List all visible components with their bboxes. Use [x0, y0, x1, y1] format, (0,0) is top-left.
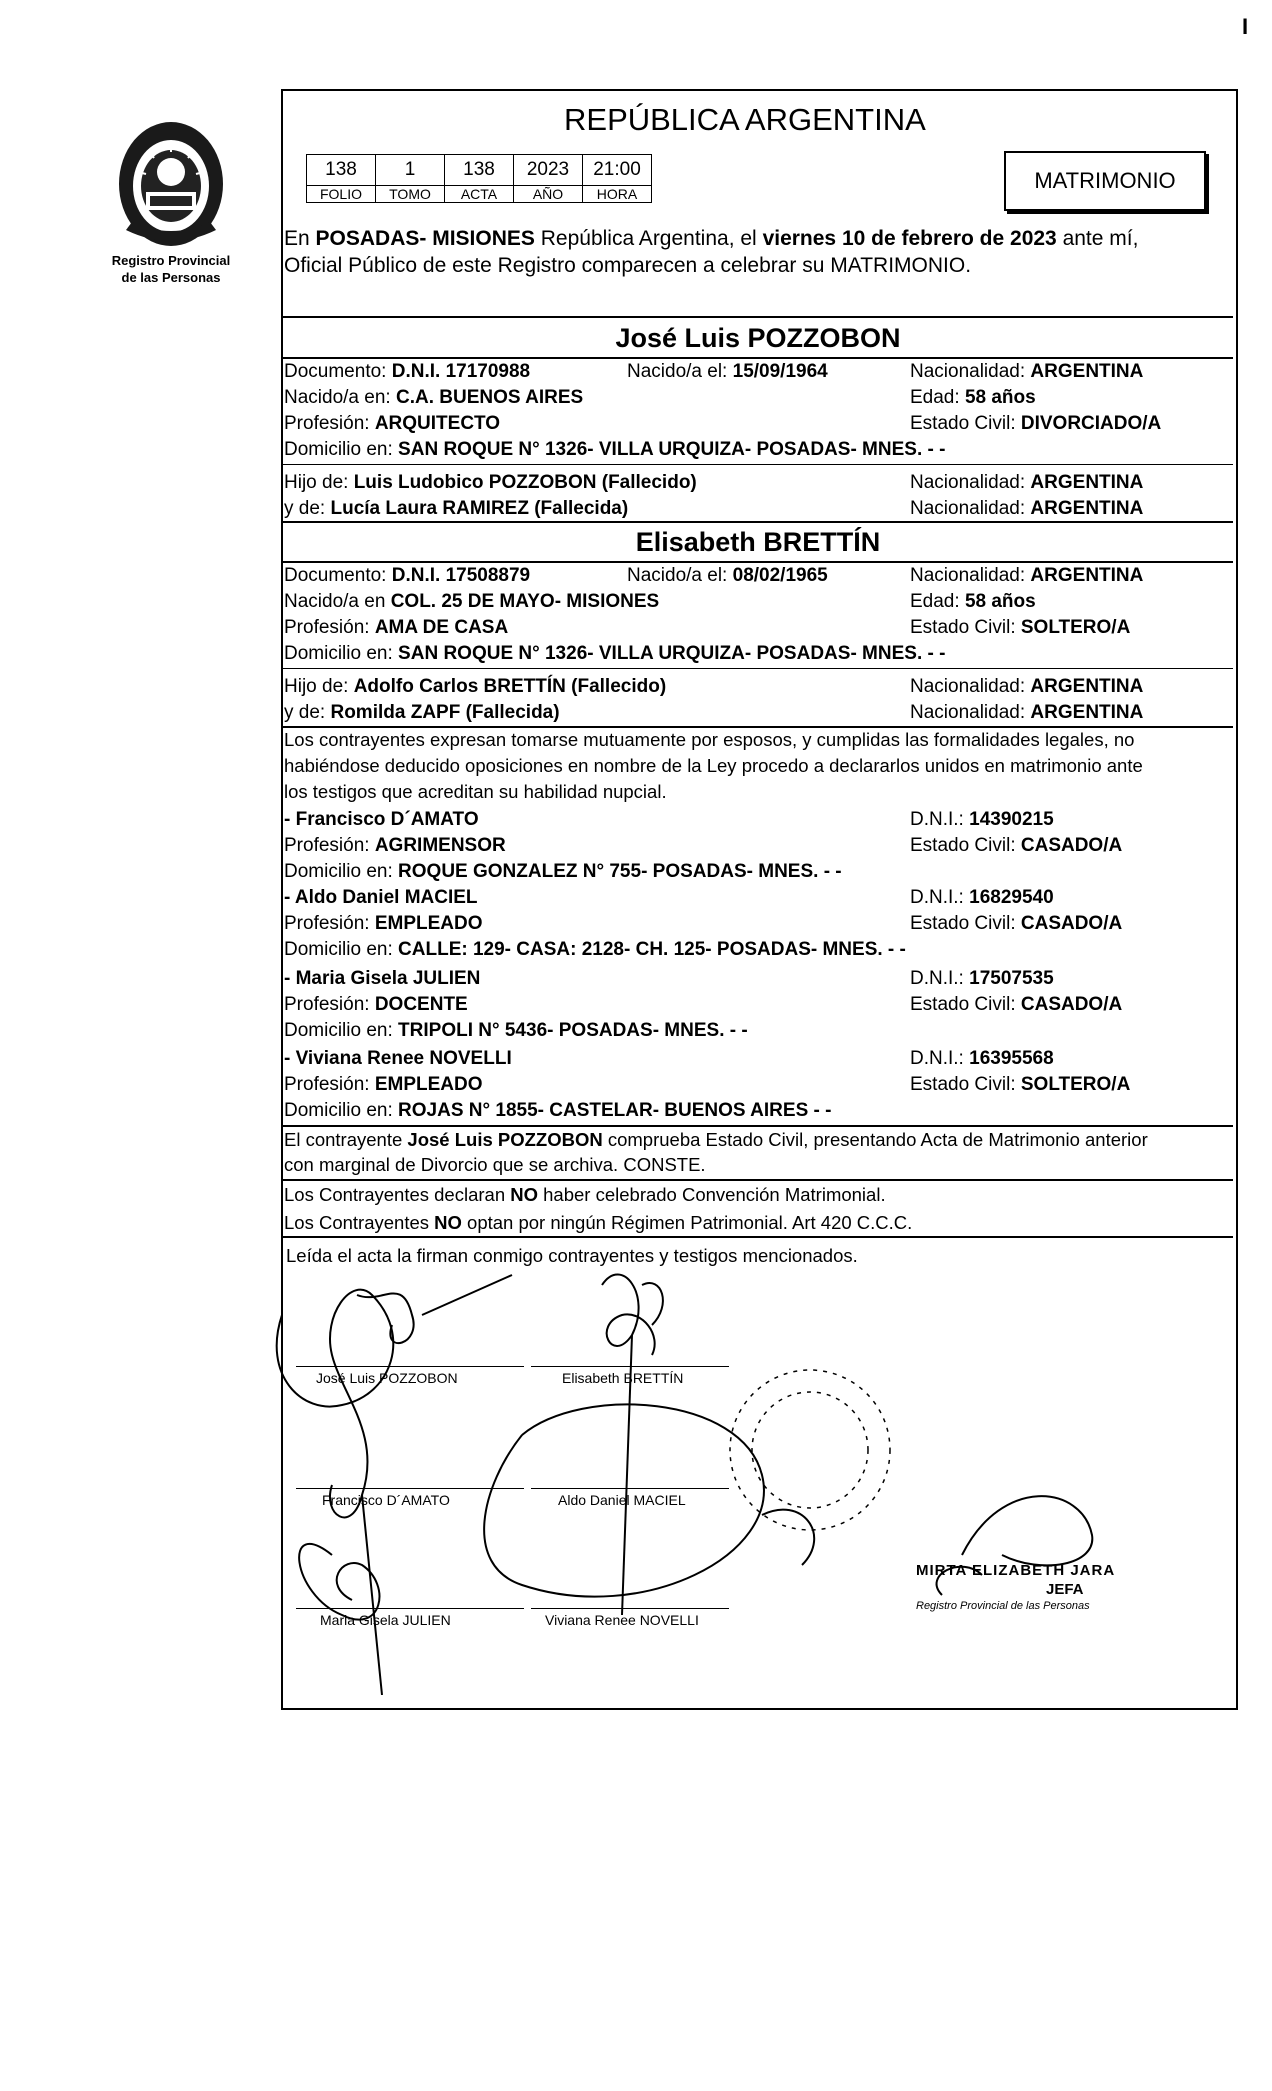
declaration-line: Los contrayentes expresan tomarse mutuamente por esposos, y cumplidas las formalidades legales, no [284, 729, 1135, 750]
divider [283, 1125, 1233, 1127]
witness1-civil-status: Estado Civil: CASADO/A [910, 835, 1123, 856]
signature-label-spouse1: José Luis POZZOBON [316, 1370, 458, 1386]
registry-table [306, 154, 652, 203]
spouse2-nationality: Nacionalidad: ARGENTINA [910, 565, 1144, 586]
divider [283, 668, 1233, 669]
official-office: Registro Provincial de las Personas [916, 1600, 1090, 1612]
intro-line-1 [284, 226, 1138, 252]
signature-label-witness3: Maria Gisela JULIEN [320, 1612, 451, 1628]
spouse2-name: Elisabeth BRETTÍN [635, 527, 881, 557]
spouse1-birthdate: Nacido/a el: 15/09/1964 [627, 361, 828, 382]
divider [283, 521, 1233, 523]
signature-label-witness2: Aldo Daniel MACIEL [558, 1492, 686, 1508]
convention-line-2: Los Contrayentes NO optan por ningún Régimen Patrimonial. Art 420 C.C.C. [284, 1212, 913, 1233]
logo-caption-line2: de las Personas [121, 270, 221, 285]
spouse1-age: Edad: 58 años [910, 387, 1036, 408]
intro-text: República Argentina, el [534, 227, 763, 250]
spouse2-civil-status: Estado Civil: SOLTERO/A [910, 617, 1131, 638]
witness1-name: - Francisco D´AMATO [284, 809, 479, 830]
witness3-address: Domicilio en: TRIPOLI N° 5436- POSADAS- MNES. - - [284, 1020, 748, 1041]
divider [283, 316, 1233, 318]
spouse2-profession: Profesión: AMA DE CASA [284, 617, 509, 638]
official-name: MIRTA ELIZABETH JARA [916, 1562, 1116, 1579]
spouse2-mother-nationality: Nacionalidad: ARGENTINA [910, 702, 1144, 723]
witness1-dni: D.N.I.: 14390215 [910, 809, 1054, 830]
logo-caption-line1: Registro Provincial [111, 253, 231, 268]
intro-text: ante mí, [1056, 227, 1139, 250]
spouse1-nationality: Nacionalidad: ARGENTINA [910, 361, 1144, 382]
signature-label-witness1: Francisco D´AMATO [322, 1492, 450, 1508]
spouse2-mother: y de: Romilda ZAPF (Fallecida) [284, 702, 560, 723]
act-type-box [1004, 151, 1206, 211]
spouse1-civil-status: Estado Civil: DIVORCIADO/A [910, 413, 1162, 434]
declaration-line: habiéndose deducido oposiciones en nombre de la Ley procedo a declararlos unidos en matrimonio ante [284, 755, 1143, 776]
witness2-civil-status: Estado Civil: CASADO/A [910, 913, 1123, 934]
spouse1-birthplace: Nacido/a en: C.A. BUENOS AIRES [284, 387, 584, 408]
spouse1-mother-nationality: Nacionalidad: ARGENTINA [910, 498, 1144, 519]
witness3-dni: D.N.I.: 17507535 [910, 968, 1054, 989]
witness2-address: Domicilio en: CALLE: 129- CASA: 2128- CH. 125- POSADAS- MNES. - - [284, 939, 906, 960]
witness1-address: Domicilio en: ROQUE GONZALEZ N° 755- POSADAS- MNES. - - [284, 861, 842, 882]
divider [283, 726, 1233, 728]
spouse1-father-nationality: Nacionalidad: ARGENTINA [910, 472, 1144, 493]
page-title: REPÚBLICA ARGENTINA [564, 102, 926, 137]
witness2-profession: Profesión: EMPLEADO [284, 913, 483, 934]
divider [283, 1236, 1233, 1238]
divider [283, 357, 1233, 359]
spouse1-document: Documento: D.N.I. 17170988 [284, 361, 531, 382]
registry-logo [106, 112, 236, 252]
folio-label: FOLIO [307, 186, 376, 203]
hora-label: HORA [583, 186, 652, 203]
anio-value: 2023 [514, 155, 583, 186]
spouse2-birthdate: Nacido/a el: 08/02/1965 [627, 565, 828, 586]
acta-label: ACTA [445, 186, 514, 203]
official-title: JEFA [1046, 1581, 1084, 1598]
spouse2-birthplace: Nacido/a en COL. 25 DE MAYO- MISIONES [284, 591, 660, 612]
page-mark: I [1242, 14, 1249, 39]
intro-date: viernes 10 de febrero de 2023 [762, 227, 1057, 250]
note-line-2: con marginal de Divorcio que se archiva. CONSTE. [284, 1154, 706, 1175]
spouse1-address: Domicilio en: SAN ROQUE N° 1326- VILLA URQUIZA- POSADAS- MNES. - - [284, 439, 946, 460]
tomo-value: 1 [376, 155, 445, 186]
witness4-address: Domicilio en: ROJAS N° 1855- CASTELAR- BUENOS AIRES - - [284, 1100, 832, 1121]
witness4-name: - Viviana Renee NOVELLI [284, 1048, 512, 1069]
spouse2-father-nationality: Nacionalidad: ARGENTINA [910, 676, 1144, 697]
witness4-civil-status: Estado Civil: SOLTERO/A [910, 1074, 1131, 1095]
spouse1-mother: y de: Lucía Laura RAMIREZ (Fallecida) [284, 498, 629, 519]
convention-line-1: Los Contrayentes declaran NO haber celebrado Convención Matrimonial. [284, 1184, 886, 1205]
anio-label: AÑO [514, 186, 583, 203]
provincial-shield-icon [106, 112, 236, 252]
witness4-profession: Profesión: EMPLEADO [284, 1074, 483, 1095]
spouse2-document: Documento: D.N.I. 17508879 [284, 565, 531, 586]
witness2-name: - Aldo Daniel MACIEL [284, 887, 478, 908]
spouse1-profession: Profesión: ARQUITECTO [284, 413, 501, 434]
witness4-dni: D.N.I.: 16395568 [910, 1048, 1054, 1069]
folio-value: 138 [307, 155, 376, 186]
witness1-profession: Profesión: AGRIMENSOR [284, 835, 506, 856]
tomo-label: TOMO [376, 186, 445, 203]
intro-line-2: Oficial Público de este Registro comparecen a celebrar su MATRIMONIO. [284, 254, 972, 277]
declaration-line: los testigos que acreditan su habilidad nupcial. [284, 781, 667, 802]
hora-value: 21:00 [583, 155, 652, 186]
witness3-civil-status: Estado Civil: CASADO/A [910, 994, 1123, 1015]
witness2-dni: D.N.I.: 16829540 [910, 887, 1054, 908]
divider [283, 561, 1233, 563]
witness3-profession: Profesión: DOCENTE [284, 994, 468, 1015]
witness3-name: - Maria Gisela JULIEN [284, 968, 481, 989]
signature-label-spouse2: Elisabeth BRETTÍN [562, 1370, 684, 1386]
divider [283, 464, 1233, 465]
spouse1-name: José Luis POZZOBON [615, 323, 901, 353]
spouse2-age: Edad: 58 años [910, 591, 1036, 612]
acta-value: 138 [445, 155, 514, 186]
divider [283, 1179, 1233, 1181]
intro-text: En [284, 227, 316, 250]
spouse2-address: Domicilio en: SAN ROQUE N° 1326- VILLA URQUIZA- POSADAS- MNES. - - [284, 643, 946, 664]
official-stamp-icon [720, 1355, 900, 1545]
spouse2-father: Hijo de: Adolfo Carlos BRETTÍN (Fallecido) [284, 676, 667, 697]
spouse1-father: Hijo de: Luis Ludobico POZZOBON (Fallecido) [284, 472, 697, 493]
intro-place: POSADAS- MISIONES [315, 227, 535, 250]
closing-text: Leída el acta la firman conmigo contrayentes y testigos mencionados. [286, 1245, 858, 1266]
act-type: MATRIMONIO [1034, 168, 1176, 193]
signature-label-witness4: Viviana Renee NOVELLI [545, 1612, 699, 1628]
note-line-1: El contrayente José Luis POZZOBON comprueba Estado Civil, presentando Acta de Matrimonio anterior [284, 1129, 1148, 1150]
